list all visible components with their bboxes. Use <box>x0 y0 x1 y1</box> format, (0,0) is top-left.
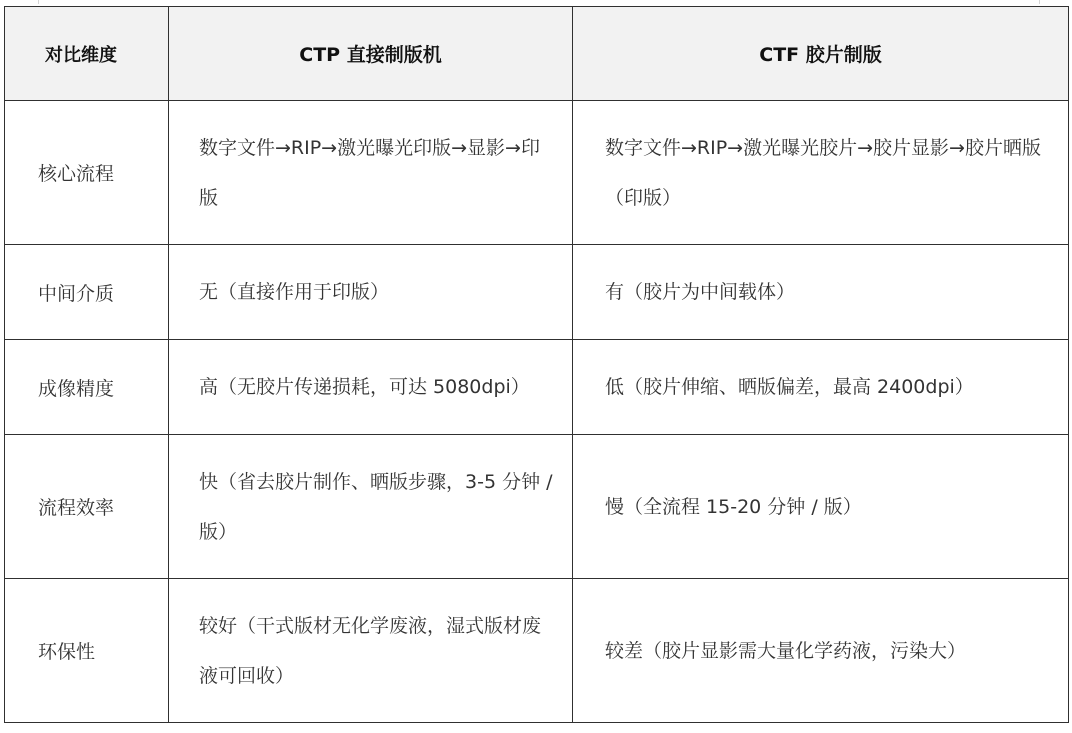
table-row <box>5 579 1069 723</box>
row-dimension: 成像精度 <box>5 340 169 435</box>
row-ctf-value: 数字文件→RIP→激光曝光胶片→胶片显影→胶片晒版（印版） <box>573 101 1069 245</box>
row-ctp-value: 高（无胶片传递损耗，可达 5080dpi） <box>169 340 573 435</box>
header-dimension: 对比维度 <box>5 7 169 101</box>
table-row <box>5 340 1069 435</box>
row-dimension: 核心流程 <box>5 101 169 245</box>
row-dimension: 中间介质 <box>5 245 169 340</box>
row-ctf-value: 慢（全流程 15-20 分钟 / 版） <box>573 435 1069 579</box>
row-dimension: 流程效率 <box>5 435 169 579</box>
comparison-table <box>4 6 1069 723</box>
header-row <box>5 7 1069 101</box>
row-ctf-value: 有（胶片为中间载体） <box>573 245 1069 340</box>
header-ctp: CTP 直接制版机 <box>169 7 573 101</box>
row-ctf-value: 低（胶片伸缩、晒版偏差，最高 2400dpi） <box>573 340 1069 435</box>
row-ctp-value: 无（直接作用于印版） <box>169 245 573 340</box>
page-edge-marks <box>38 0 1040 4</box>
header-ctf: CTF 胶片制版 <box>573 7 1069 101</box>
row-ctp-value: 快（省去胶片制作、晒版步骤，3-5 分钟 / 版） <box>169 435 573 579</box>
row-ctp-value: 数字文件→RIP→激光曝光印版→显影→印版 <box>169 101 573 245</box>
row-ctf-value: 较差（胶片显影需大量化学药液，污染大） <box>573 579 1069 723</box>
table-row <box>5 101 1069 245</box>
table-row <box>5 435 1069 579</box>
table-row <box>5 245 1069 340</box>
row-dimension: 环保性 <box>5 579 169 723</box>
row-ctp-value: 较好（干式版材无化学废液，湿式版材废液可回收） <box>169 579 573 723</box>
